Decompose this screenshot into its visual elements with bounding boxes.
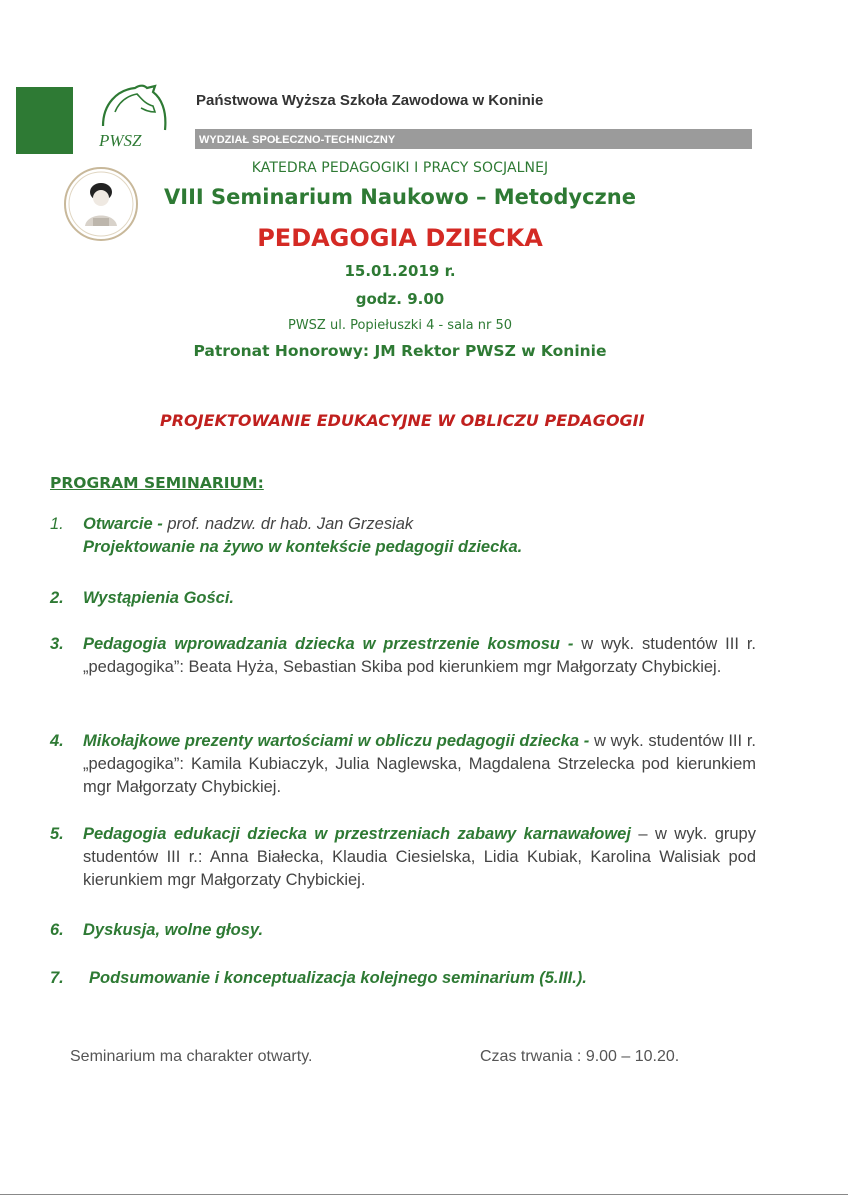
seminar-name: VIII Seminarium Naukowo – Metodyczne	[164, 185, 636, 209]
item-number: 6.	[50, 921, 64, 939]
program-item	[50, 919, 756, 942]
seminar-theme: PROJEKTOWANIE EDUKACYJNE W OBLICZU PEDAGOGII	[160, 411, 645, 430]
item-detail: – w wyk. grupy studentów III r.: Anna Białecka, Klaudia Ciesielska, Lidia Kubiak, Karolina Walisiak pod kierunkiem mgr Małgorzaty Chybickiej.	[83, 825, 756, 889]
item-title: Dyskusja, wolne głosy.	[83, 921, 264, 939]
program-item	[50, 730, 756, 799]
item-title: Podsumowanie i konceptualizacja kolejnego seminarium (5.III.).	[89, 969, 587, 987]
bottom-divider	[0, 1194, 848, 1195]
duration: Czas trwania : 9.00 – 10.20.	[480, 1048, 680, 1065]
logo-text: PWSZ	[99, 131, 142, 150]
patronage: Patronat Honorowy: JM Rektor PWSZ w Koninie	[193, 342, 607, 360]
item-title: Wystąpienia Gości.	[83, 589, 234, 607]
school-name: Państwowa Wyższa Szkoła Zawodowa w Koninie	[196, 92, 544, 109]
event-venue: PWSZ ul. Popiełuszki 4 - sala nr 50	[287, 318, 513, 333]
program-heading: PROGRAM SEMINARIUM:	[50, 474, 264, 492]
item-number: 1.	[50, 515, 64, 533]
item-detail: w wyk. studentów III r. „pedagogika”: Kamila Kubiaczyk, Julia Naglewska, Magdalena Strzelecka pod kierunkiem mgr Małgorzaty Chybickiej.	[83, 732, 756, 796]
item-title: Otwarcie -	[83, 515, 163, 533]
item-detail: prof. nadzw. dr hab. Jan Grzesiak	[162, 515, 414, 533]
faculty-bar: WYDZIAŁ SPOŁECZNO-TECHNICZNY	[195, 129, 752, 149]
item-title: Mikołajkowe prezenty wartościami w obliczu pedagogii dziecka -	[83, 732, 590, 750]
program-item	[50, 587, 756, 610]
open-note: Seminarium ma charakter otwarty.	[70, 1048, 313, 1065]
item-subtitle: Projektowanie na żywo w kontekście pedagogii dziecka.	[83, 538, 523, 556]
item-number: 3.	[50, 635, 64, 653]
item-number: 2.	[50, 589, 64, 607]
seminar-title: PEDAGOGIA DZIECKA	[257, 224, 543, 252]
item-number: 7.	[50, 969, 64, 987]
program-item	[50, 967, 756, 990]
program-item	[50, 513, 756, 559]
item-title: Pedagogia wprowadzania dziecka w przestrzenie kosmosu -	[83, 635, 574, 653]
pwsz-logo	[95, 82, 173, 154]
item-number: 4.	[50, 732, 64, 750]
program-item	[50, 823, 756, 892]
item-detail: w wyk. studentów III r. „pedagogika”: Beata Hyża, Sebastian Skiba pod kierunkiem mgr Małgorzaty Chybickiej.	[83, 635, 756, 676]
department: KATEDRA PEDAGOGIKI I PRACY SOCJALNEJ	[251, 160, 549, 176]
item-number: 5.	[50, 825, 64, 843]
item-title: Pedagogia edukacji dziecka w przestrzeniach zabawy karnawałowej	[83, 825, 631, 843]
program-item	[50, 633, 756, 679]
event-time: godz. 9.00	[355, 290, 445, 308]
brand-color-block	[16, 87, 73, 154]
event-date: 15.01.2019 r.	[344, 262, 456, 280]
